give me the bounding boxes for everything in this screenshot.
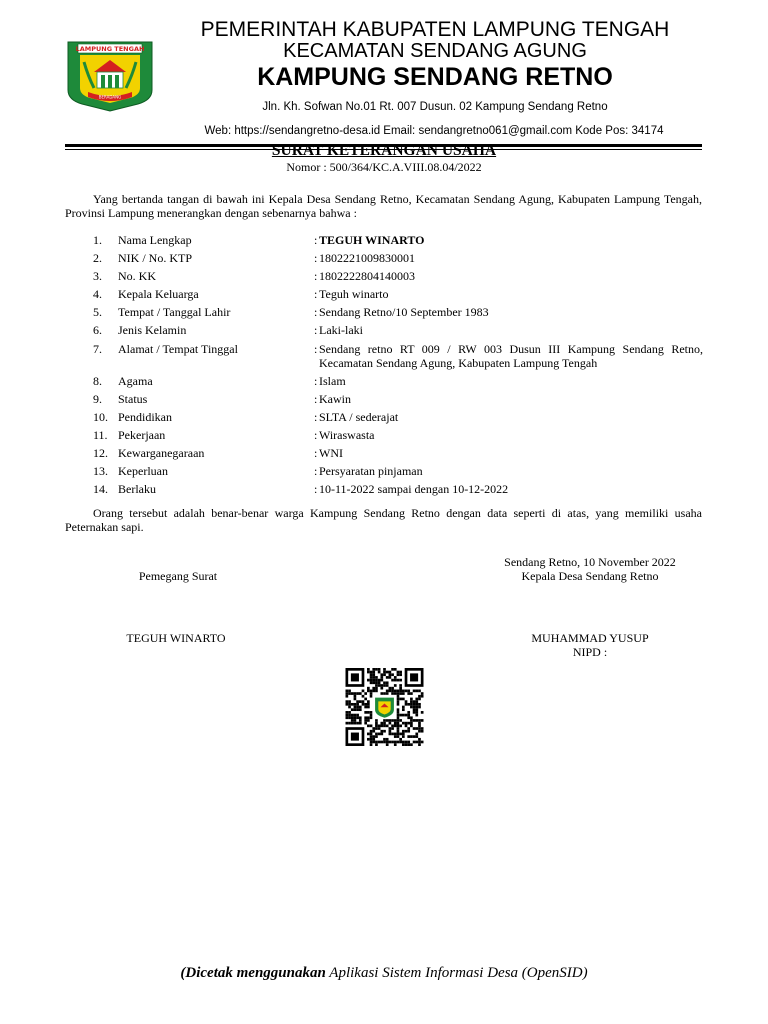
field-separator: : [314, 428, 318, 442]
footer-bold-part: (Dicetak menggunakan [180, 965, 326, 981]
field-separator: : [314, 323, 318, 337]
field-number: 14. [93, 482, 108, 496]
field-value: Laki-laki [319, 323, 363, 337]
header-government-line: PEMERINTAH KABUPATEN LAMPUNG TENGAH [200, 18, 670, 41]
field-separator: : [314, 482, 318, 496]
closing-paragraph: Orang tersebut adalah benar-benar warga Kampung Sendang Retno dengan data seperti di atas, yang memiliki usaha Peternakan sapi. [65, 506, 702, 534]
field-value: 1802221009830001 [319, 251, 415, 265]
field-number: 6. [93, 323, 102, 337]
field-value: TEGUH WINARTO [319, 233, 425, 247]
document-number: Nomor : 500/364/KC.A.VIII.08.04/2022 [286, 160, 482, 174]
header-address: Jln. Kh. Sofwan No.01 Rt. 007 Dusun. 02 Kampung Sendang Retno [262, 101, 608, 113]
official-name: MUHAMMAD YUSUP [531, 631, 649, 645]
field-value: Sendang Retno/10 September 1983 [319, 305, 489, 319]
field-number: 5. [93, 305, 102, 319]
field-separator: : [314, 305, 318, 319]
field-number: 4. [93, 287, 102, 301]
field-value: WNI [319, 446, 343, 460]
field-number: 3. [93, 269, 102, 283]
field-separator: : [314, 446, 318, 460]
field-value: SLTA / sederajat [319, 410, 399, 424]
field-number: 1. [93, 233, 102, 247]
field-label: Agama [118, 374, 153, 388]
field-label: Jenis Kelamin [118, 323, 187, 337]
field-separator: : [314, 464, 318, 478]
svg-text:BERADANG: BERADANG [98, 94, 122, 100]
field-number: 8. [93, 374, 102, 388]
field-label: Pendidikan [118, 410, 172, 424]
field-separator: : [314, 269, 318, 283]
field-label: Tempat / Tanggal Lahir [118, 305, 231, 319]
field-label: Berlaku [118, 482, 156, 496]
place-date: Sendang Retno, 10 November 2022 [504, 555, 676, 569]
field-number: 9. [93, 392, 102, 406]
field-separator: : [314, 251, 318, 265]
field-separator: : [314, 392, 318, 406]
field-separator: : [314, 342, 318, 356]
header-district-line: KECAMATAN SENDANG AGUNG [283, 40, 587, 62]
holder-label: Pemegang Surat [138, 569, 218, 583]
field-value: Teguh winarto [319, 287, 389, 301]
field-label: Nama Lengkap [118, 233, 192, 247]
field-value: Islam [319, 374, 346, 388]
footer-app-name: Aplikasi Sistem Informasi Desa (OpenSID) [325, 965, 588, 981]
field-value: 1802222804140003 [319, 269, 415, 283]
field-label: Alamat / Tempat Tinggal [118, 342, 238, 356]
field-number: 7. [93, 342, 102, 356]
official-title: Kepala Desa Sendang Retno [521, 569, 659, 583]
field-number: 11. [93, 428, 108, 442]
header-contact-line: Web: https://sendangretno-desa.id Email: sendangretno061@gmail.com Kode Pos: 34174 [204, 125, 664, 137]
field-number: 13. [93, 464, 108, 478]
field-number: 2. [93, 251, 102, 265]
field-label: Kepala Keluarga [118, 287, 199, 301]
official-nipd: NIPD : [572, 645, 608, 659]
field-value: 10-11-2022 sampai dengan 10-12-2022 [319, 482, 509, 496]
field-separator: : [314, 410, 318, 424]
field-label: NIK / No. KTP [118, 251, 192, 265]
field-value: Wiraswasta [319, 428, 375, 442]
qr-code-icon [340, 668, 429, 746]
document-title: SURAT KETERANGAN USAHA [271, 142, 497, 159]
footer-printed-note [0, 964, 768, 982]
field-separator: : [314, 287, 318, 301]
field-label: Status [118, 392, 148, 406]
intro-paragraph: Yang bertanda tangan di bawah ini Kepala Desa Sendang Retno, Kecamatan Sendang Agung, Kabupaten Lampung Tengah, Provinsi Lampung menerangkan dengan sebenarnya bahwa : [65, 192, 702, 220]
holder-name: TEGUH WINARTO [126, 631, 226, 645]
field-separator: : [314, 374, 318, 388]
field-separator: : [314, 233, 318, 247]
header-village-name: KAMPUNG SENDANG RETNO [257, 63, 613, 91]
field-label: Kewarganegaraan [118, 446, 205, 460]
field-value: Persyaratan pinjaman [319, 464, 423, 478]
field-label: No. KK [118, 269, 156, 283]
field-value: Sendang retno RT 009 / RW 003 Dusun III Kampung Sendang Retno, Kecamatan Sendang Agung, Kabupaten Lampung Tengah [319, 342, 703, 370]
field-label: Pekerjaan [118, 428, 166, 442]
field-number: 10. [93, 410, 108, 424]
lampung-tengah-crest-icon [66, 40, 154, 112]
svg-text:LAMPUNG TENGAH: LAMPUNG TENGAH [75, 45, 145, 53]
field-value: Kawin [319, 392, 351, 406]
field-label: Keperluan [118, 464, 168, 478]
field-number: 12. [93, 446, 108, 460]
